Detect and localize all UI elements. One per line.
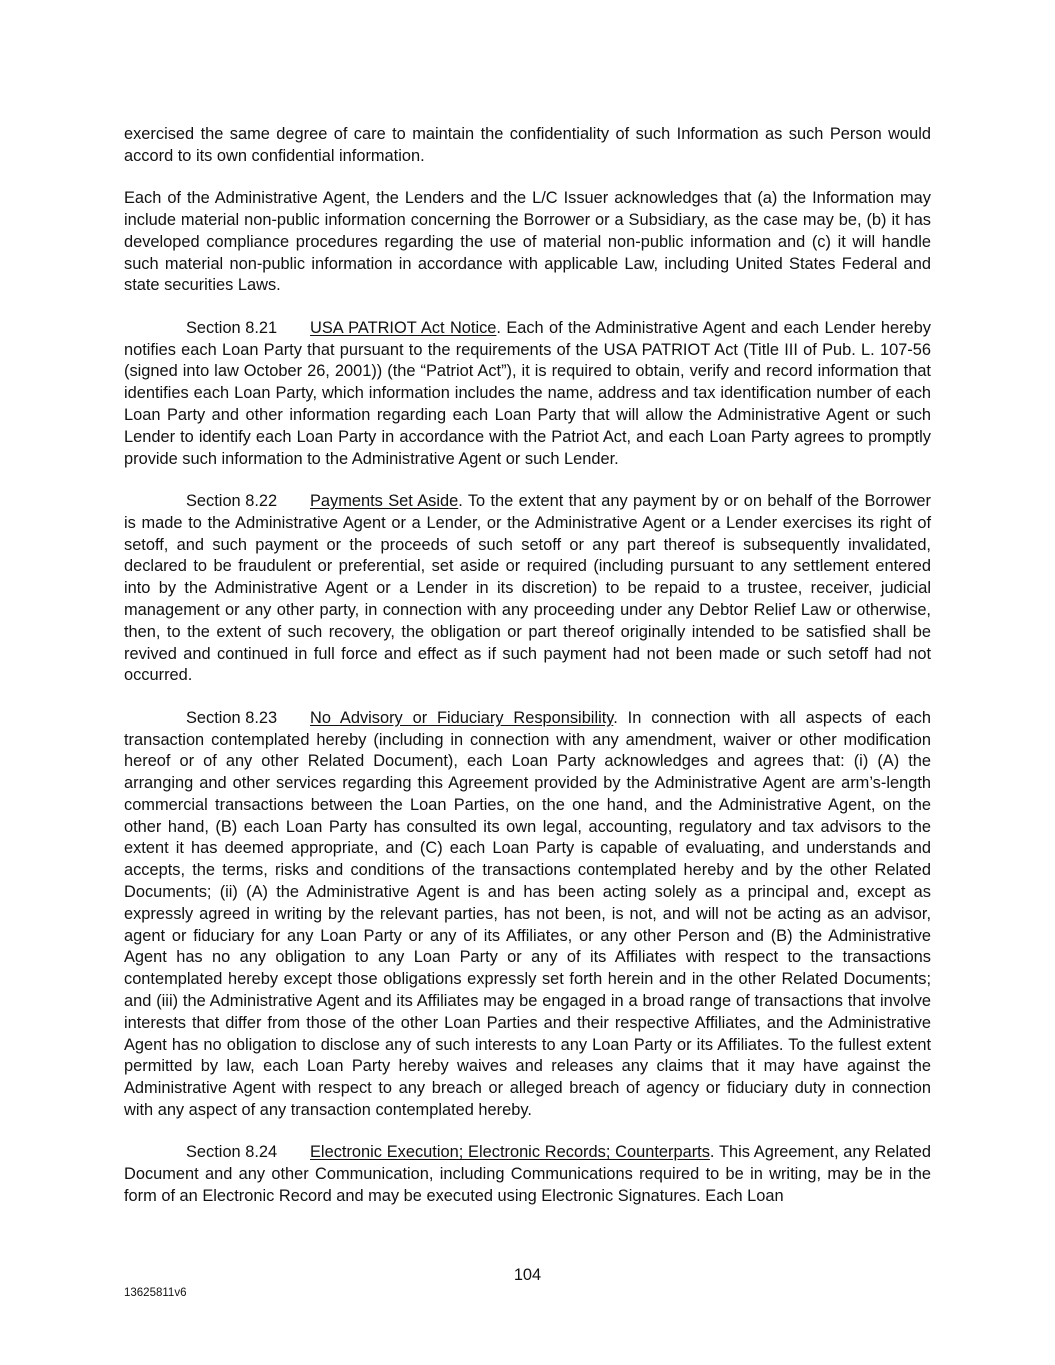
section-8-24 [124, 1142, 931, 1207]
section-text: . Each of the Administrative Agent and each Lender hereby notifies each Loan Party that pursuant to the requirements of the USA PATRIOT Act (Title III of Pub. L. 107-56 (signed into law October 26, 2001)) (the “Patriot Act”), it is required to obtain, verify and record information that identifies each Loan Party, which information includes the name, address and tax identification number of each Loan Party and other information regarding each Loan Party that will allow the Administrative Agent or such Lender to identify each Loan Party in accordance with the Patriot Act, and each Loan Party agrees to promptly provide such information to the Administrative Agent or such Lender. [124, 318, 931, 468]
document-id: 13625811v6 [124, 1287, 187, 1299]
paragraph-material-non-public-information: Each of the Administrative Agent, the Lenders and the L/C Issuer acknowledges that (a) the Information may include material non-public information concerning the Borrower or a Subsidiary, as the case may be, (b) it has developed compliance procedures regarding the use of material non-public information and (c) it will handle such material non-public information in accordance with applicable Law, including United States Federal and state securities Laws. [124, 189, 931, 295]
section-8-22 [124, 491, 931, 687]
section-number: Section 8.22 [186, 491, 278, 510]
section-8-21 [124, 318, 931, 471]
section-number: Section 8.23 [186, 708, 278, 727]
page-number: 104 [513, 1266, 542, 1284]
section-number: Section 8.21 [186, 318, 278, 337]
section-title: No Advisory or Fiduciary Responsibility [310, 708, 614, 727]
section-title: USA PATRIOT Act Notice [310, 318, 497, 337]
paragraph-confidentiality-continued: exercised the same degree of care to maintain the confidentiality of such Information as such Person would accord to its own confidential information. [124, 125, 931, 165]
section-title: Electronic Execution; Electronic Records; Counterparts [310, 1143, 710, 1162]
section-text: . In connection with all aspects of each transaction contemplated hereby (including in connection with any amendment, waiver or other modification hereof or of any other Related Document), each Loan Party acknowledges and agrees that: (i) (A) the arranging and other services regarding this Agreement provided by the Administrative Agent are arm’s-length commercial transactions between the Loan Parties, on the one hand, and the Administrative Agent, on the other hand, (B) each Loan Party has consulted its own legal, accounting, regulatory and tax advisors to the extent it has deemed appropriate, and (C) each Loan Party is capable of evaluating, and understands and accepts, the terms, risks and conditions of the transactions contemplated hereby and by the other Related Documents; (ii) (A) the Administrative Agent is and has been acting solely as a principal and, except as expressly agreed in writing by the relevant parties, has not been, is not, and will not be acting as an advisor, agent or fiduciary for any Loan Party or any of its Affiliates, or any other Person and (B) the Administrative Agent has no any obligation to any Loan Party or any of its Affiliates with respect to the transactions contemplated hereby except those obligations expressly set forth herein and in the other Related Documents; and (iii) the Administrative Agent and its Affiliates may be engaged in a broad range of transactions that involve interests that differ from those of the other Loan Parties and their respective Affiliates, and the Administrative Agent has no obligation to disclose any of such interests to any Loan Party or its Affiliates. To the fullest extent permitted by law, each Loan Party hereby waives and releases any claims that it may have against the Administrative Agent with respect to any breach or alleged breach of agency or fiduciary duty in connection with any aspect of any transaction contemplated hereby. [124, 708, 931, 1120]
section-8-23 [124, 708, 931, 1122]
section-text: . This Agreement, any Related Document and any other Communication, including Communications required to be in writing, may be in the form of an Electronic Record and may be executed using Electronic Signatures. Each Loan [124, 1143, 931, 1206]
section-number: Section 8.24 [186, 1143, 278, 1162]
section-text: . To the extent that any payment by or on behalf of the Borrower is made to the Administrative Agent or a Lender, or the Administrative Agent or a Lender exercises its right of setoff, and such payment or the proceeds of such setoff or any part thereof is subsequently invalidated, declared to be fraudulent or preferential, set aside or required (including pursuant to any settlement entered into by the Administrative Agent or a Lender in its discretion) to be repaid to a trustee, receiver, judicial management or any other party, in connection with any proceeding under any Debtor Relief Law or otherwise, then, to the extent of such recovery, the obligation or part thereof originally intended to be satisfied shall be revived and continued in full force and effect as if such payment had not been made or such setoff had not occurred. [124, 491, 931, 685]
document-body [124, 124, 931, 1228]
section-title: Payments Set Aside [310, 491, 459, 510]
